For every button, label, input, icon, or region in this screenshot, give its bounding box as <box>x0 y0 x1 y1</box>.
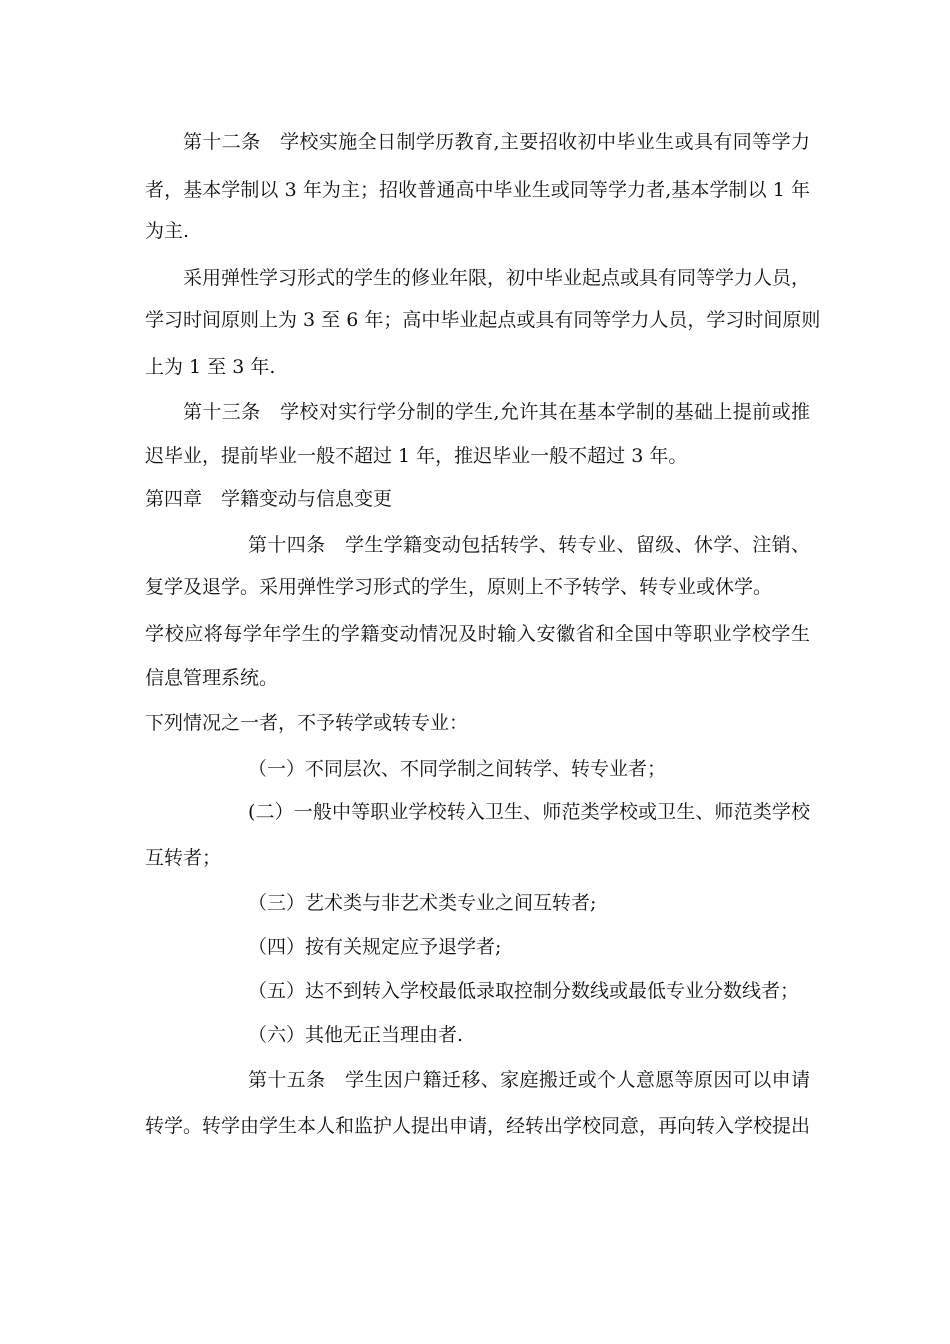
restriction-item-5: （五）达不到转入学校最低录取控制分数线或最低专业分数线者； <box>248 980 800 1002</box>
article-14-line-4: 信息管理系统。 <box>145 667 279 689</box>
flexible-study-line-3: 上为 1 至 3 年. <box>145 356 276 378</box>
flexible-study-line-2: 学习时间原则上为 3 至 6 年；高中毕业起点或具有同等学力人员，学习时间原则 <box>145 309 821 331</box>
flexible-study-line-1: 采用弹性学习形式的学生的修业年限，初中毕业起点或具有同等学力人员， <box>183 267 811 289</box>
article-12-line-1: 第十二条 学校实施全日制学历教育,主要招收初中毕业生或具有同等学力 <box>183 131 810 153</box>
restriction-item-6: （六）其他无正当理由者. <box>248 1024 464 1046</box>
article-12-line-2: 者，基本学制以 3 年为主；招收普通高中毕业生或同等学力者,基本学制以 1 年 <box>145 179 810 201</box>
article-15-line-2: 转学。转学由学生本人和监护人提出申请，经转出学校同意，再向转入学校提出 <box>145 1115 811 1137</box>
article-15-line-1: 第十五条 学生因户籍迁移、家庭搬迁或个人意愿等原因可以申请 <box>248 1069 810 1091</box>
article-13-line-1: 第十三条 学校对实行学分制的学生,允许其在基本学制的基础上提前或推 <box>183 401 810 423</box>
article-14-line-2: 复学及退学。采用弹性学习形式的学生，原则上不予转学、转专业或休学。 <box>145 576 773 598</box>
chapter-4-heading: 第四章 学籍变动与信息变更 <box>145 488 393 510</box>
transfer-restrictions-intro: 下列情况之一者，不予转学或转专业： <box>145 712 469 734</box>
restriction-item-1: （一）不同层次、不同学制之间转学、转专业者； <box>248 758 667 780</box>
article-14-line-3: 学校应将每学年学生的学籍变动情况及时输入安徽省和全国中等职业学校学生 <box>145 623 810 645</box>
article-14-line-1: 第十四条 学生学籍变动包括转学、转专业、留级、休学、注销、 <box>248 534 810 556</box>
restriction-item-3: （三）艺术类与非艺术类专业之间互转者; <box>248 892 597 914</box>
article-12-line-3: 为主. <box>145 220 190 242</box>
article-13-line-2: 迟毕业，提前毕业一般不超过 1 年，推迟毕业一般不超过 3 年。 <box>145 445 688 467</box>
restriction-item-2-line-2: 互转者； <box>145 847 222 869</box>
restriction-item-4: （四）按有关规定应予退学者; <box>248 936 502 958</box>
restriction-item-2-line-1: (二）一般中等职业学校转入卫生、师范类学校或卫生、师范类学校 <box>248 801 810 823</box>
